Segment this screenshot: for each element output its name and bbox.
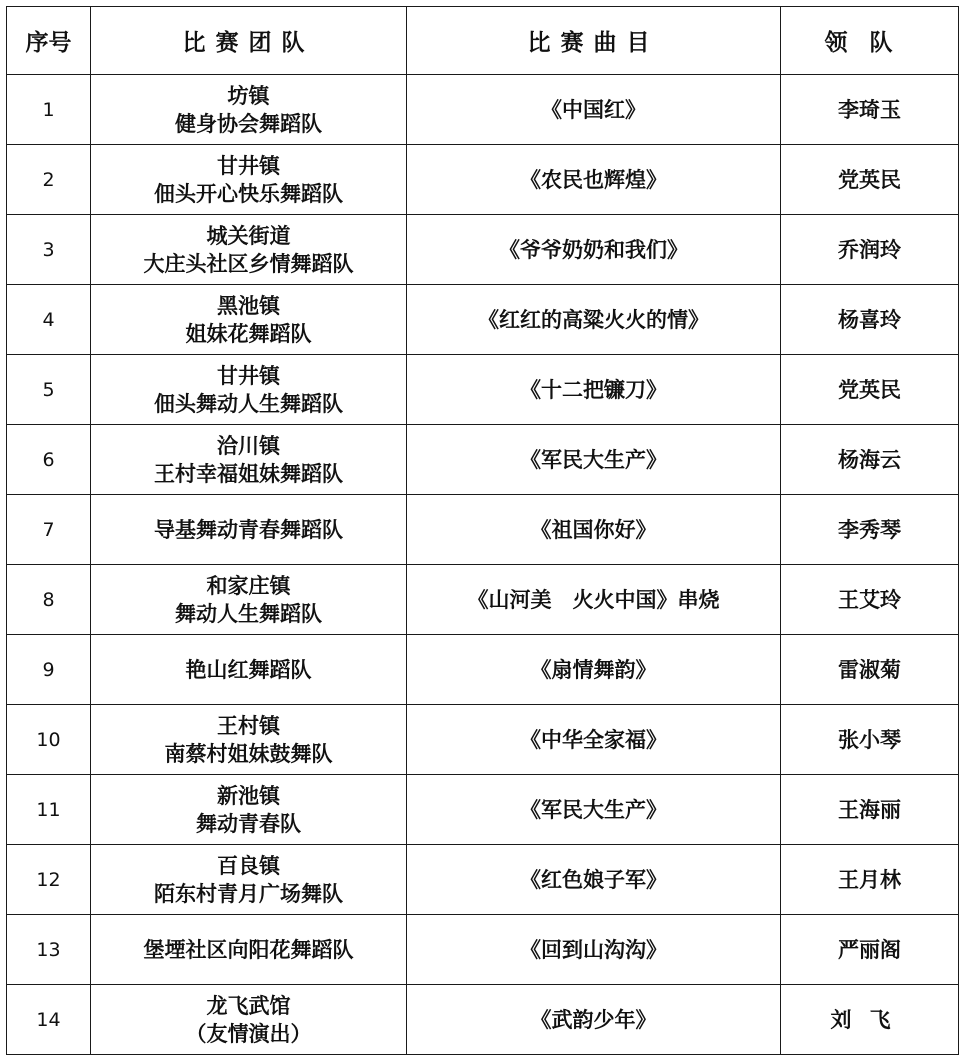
cell-number: 3 (7, 215, 91, 285)
team-name-line: 百良镇 (217, 853, 280, 878)
cell-song: 《山河美 火火中国》串烧 (407, 565, 781, 635)
cell-number: 7 (7, 495, 91, 565)
cell-number: 13 (7, 915, 91, 985)
cell-team (91, 145, 407, 215)
table-row (7, 775, 959, 845)
cell-team (91, 845, 407, 915)
team-name-line: 甘井镇 (217, 363, 280, 388)
cell-team (91, 985, 407, 1055)
team-name-line: 甘井镇 (217, 153, 280, 178)
cell-team (91, 915, 407, 985)
cell-song: 《扇情舞韵》 (407, 635, 781, 705)
table-row (7, 355, 959, 425)
team-name-line: 佃头舞动人生舞蹈队 (154, 391, 343, 416)
cell-number: 1 (7, 75, 91, 145)
team-name-line: 坊镇 (227, 83, 270, 108)
cell-leader: 严丽阁 (781, 915, 959, 985)
team-name-line: 艳山红舞蹈队 (185, 657, 312, 682)
cell-number: 11 (7, 775, 91, 845)
cell-song: 《红红的高粱火火的情》 (407, 285, 781, 355)
cell-team (91, 565, 407, 635)
team-name-line: 洽川镇 (217, 433, 280, 458)
team-name-line: 舞动青春队 (196, 811, 301, 836)
competition-table (6, 6, 959, 1055)
cell-leader: 王月林 (781, 845, 959, 915)
cell-song: 《十二把镰刀》 (407, 355, 781, 425)
cell-song: 《军民大生产》 (407, 775, 781, 845)
table-row (7, 985, 959, 1055)
cell-leader: 杨喜玲 (781, 285, 959, 355)
table-row (7, 635, 959, 705)
cell-leader: 王艾玲 (781, 565, 959, 635)
cell-number: 4 (7, 285, 91, 355)
table-row (7, 75, 959, 145)
cell-leader: 王海丽 (781, 775, 959, 845)
cell-leader: 雷淑菊 (781, 635, 959, 705)
cell-number: 5 (7, 355, 91, 425)
team-name-line: 南蔡村姐妹鼓舞队 (164, 741, 333, 766)
cell-number: 8 (7, 565, 91, 635)
team-name-line: （友情演出） (185, 1021, 312, 1046)
header-song: 比赛曲目 (407, 7, 781, 75)
header-number: 序号 (7, 7, 91, 75)
team-name-line: 姐妹花舞蹈队 (185, 321, 312, 346)
team-name-line: 和家庄镇 (206, 573, 291, 598)
cell-team (91, 635, 407, 705)
cell-song: 《爷爷奶奶和我们》 (407, 215, 781, 285)
header-team: 比赛团队 (91, 7, 407, 75)
cell-song: 《军民大生产》 (407, 425, 781, 495)
cell-team (91, 705, 407, 775)
table-row (7, 495, 959, 565)
cell-leader: 党英民 (781, 145, 959, 215)
team-name-line: 龙飞武馆 (206, 993, 291, 1018)
team-name-line: 陌东村青月广场舞队 (154, 881, 343, 906)
cell-number: 2 (7, 145, 91, 215)
team-name-line: 舞动人生舞蹈队 (175, 601, 322, 626)
cell-team (91, 215, 407, 285)
team-name-line: 王村镇 (217, 713, 280, 738)
cell-song: 《中国红》 (407, 75, 781, 145)
cell-song: 《武韵少年》 (407, 985, 781, 1055)
cell-leader: 乔润玲 (781, 215, 959, 285)
table-row (7, 705, 959, 775)
table-row (7, 565, 959, 635)
cell-number: 6 (7, 425, 91, 495)
team-name-line: 堡堙社区向阳花舞蹈队 (143, 937, 354, 962)
team-name-line: 黑池镇 (217, 293, 280, 318)
cell-song: 《农民也辉煌》 (407, 145, 781, 215)
cell-number: 14 (7, 985, 91, 1055)
cell-number: 9 (7, 635, 91, 705)
cell-song: 《红色娘子军》 (407, 845, 781, 915)
team-name-line: 佃头开心快乐舞蹈队 (154, 181, 343, 206)
cell-team (91, 355, 407, 425)
team-name-line: 导基舞动青春舞蹈队 (154, 517, 343, 542)
table-row (7, 285, 959, 355)
cell-leader: 张小琴 (781, 705, 959, 775)
table-row (7, 425, 959, 495)
cell-number: 10 (7, 705, 91, 775)
table-body (7, 75, 959, 1055)
cell-song: 《中华全家福》 (407, 705, 781, 775)
team-name-line: 大庄头社区乡情舞蹈队 (143, 251, 354, 276)
cell-leader: 杨海云 (781, 425, 959, 495)
table-row (7, 215, 959, 285)
table-row (7, 145, 959, 215)
cell-leader: 党英民 (781, 355, 959, 425)
team-name-line: 新池镇 (217, 783, 280, 808)
team-name-line: 城关街道 (206, 223, 291, 248)
cell-team (91, 775, 407, 845)
cell-team (91, 495, 407, 565)
cell-team (91, 425, 407, 495)
team-name-line: 健身协会舞蹈队 (175, 111, 322, 136)
cell-song: 《祖国你好》 (407, 495, 781, 565)
header-leader: 领队 (781, 7, 959, 75)
cell-team (91, 75, 407, 145)
header-row (7, 7, 959, 75)
team-name-line: 王村幸福姐妹舞蹈队 (154, 461, 343, 486)
table-row (7, 915, 959, 985)
cell-leader: 刘飞 (781, 985, 959, 1055)
cell-leader: 李琦玉 (781, 75, 959, 145)
table-row (7, 845, 959, 915)
cell-team (91, 285, 407, 355)
cell-number: 12 (7, 845, 91, 915)
cell-song: 《回到山沟沟》 (407, 915, 781, 985)
cell-leader: 李秀琴 (781, 495, 959, 565)
